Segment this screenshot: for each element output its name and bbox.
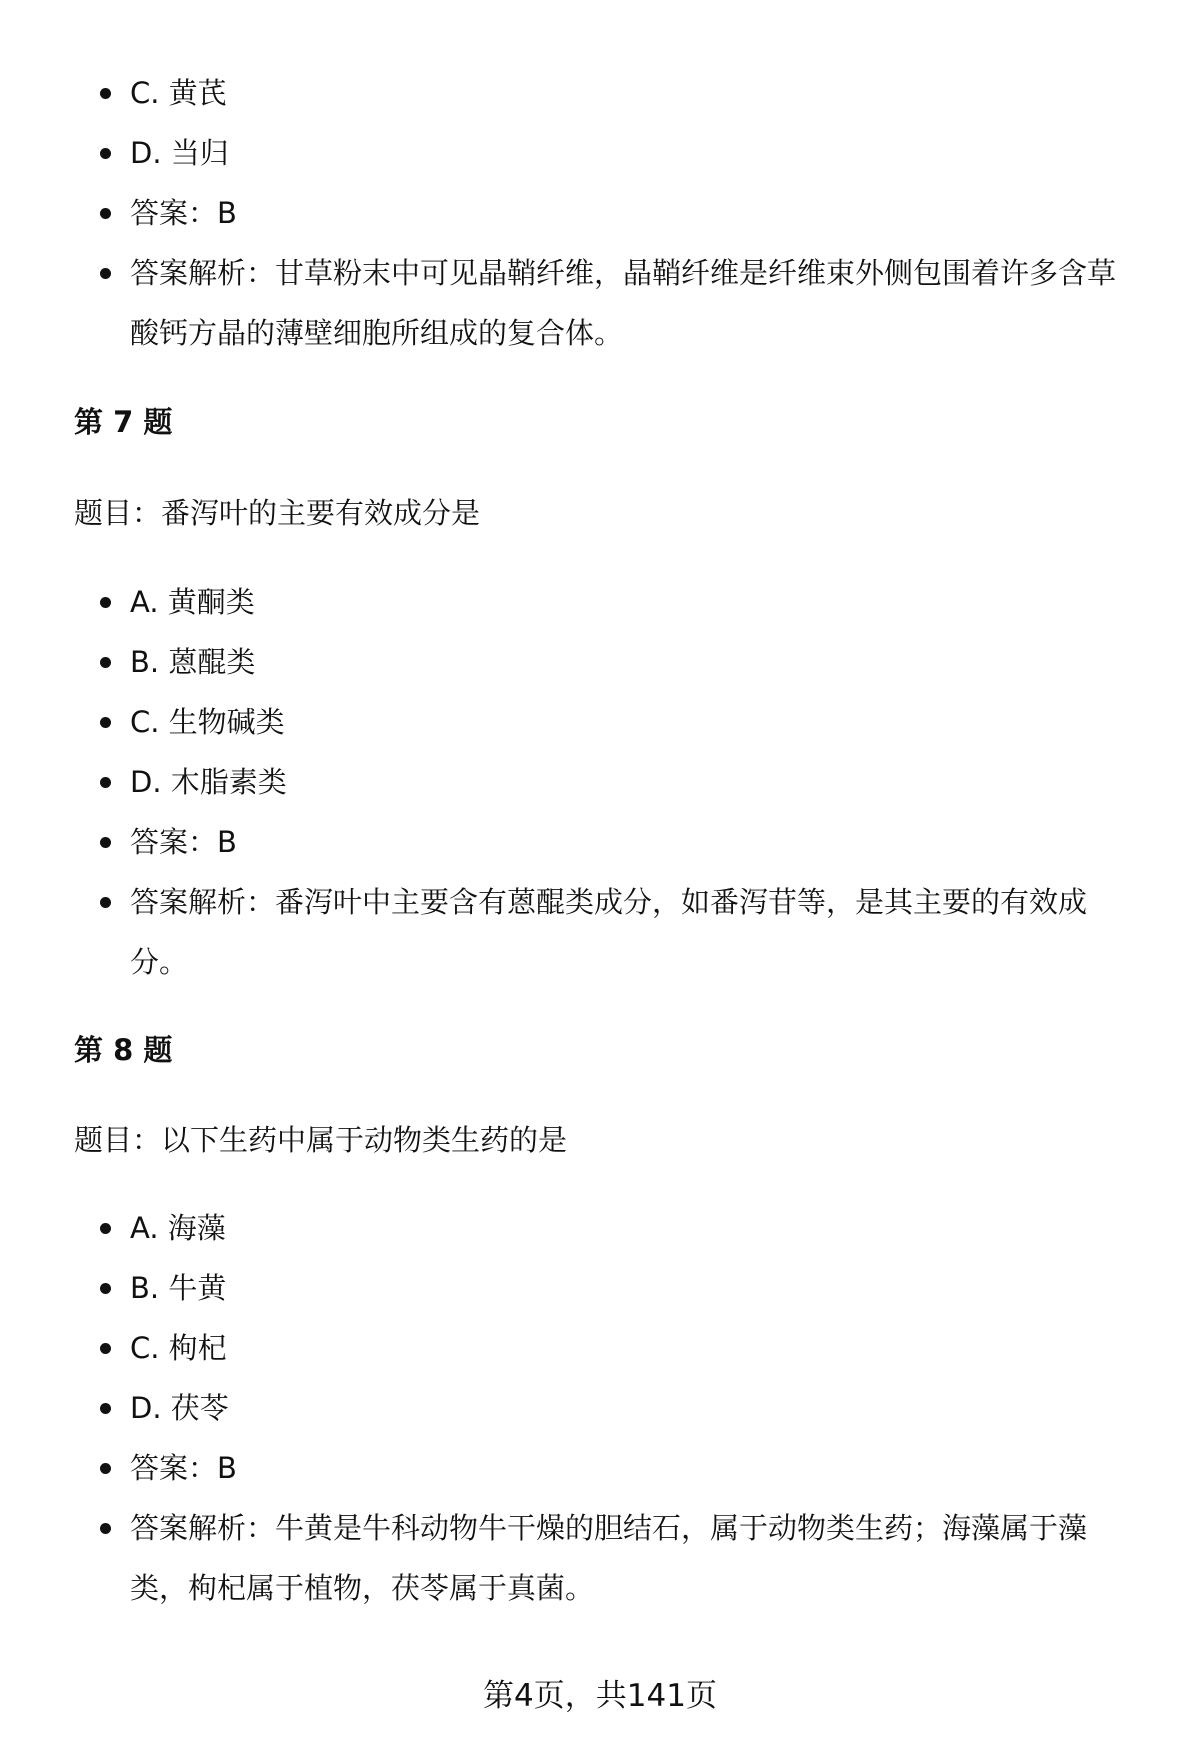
option-c: C. 黄芪 <box>74 63 1134 123</box>
option-a: A. 海藻 <box>74 1198 1134 1258</box>
options-list <box>74 63 1134 363</box>
answer: 答案：B <box>74 812 1134 872</box>
question-7-options <box>74 572 1134 992</box>
question-8-prompt-block <box>74 1120 1134 1160</box>
question-6-continuation <box>74 63 1134 363</box>
question-7-prompt-block <box>74 493 1134 533</box>
answer-explanation: 答案解析：牛黄是牛科动物牛干燥的胆结石，属于动物类生药；海藻属于藻类，枸杞属于植物，茯苓属于真菌。 <box>74 1498 1100 1618</box>
question-title: 第 7 题 <box>74 405 173 439</box>
option-c: C. 生物碱类 <box>74 692 1134 752</box>
options-list <box>74 1198 1134 1618</box>
option-b: B. 蒽醌类 <box>74 632 1134 692</box>
option-d: D. 茯苓 <box>74 1378 1134 1438</box>
answer: 答案：B <box>74 183 1134 243</box>
option-a: A. 黄酮类 <box>74 572 1134 632</box>
answer: 答案：B <box>74 1438 1134 1498</box>
page-number: 第4页，共141页 <box>483 1678 717 1714</box>
question-7-title-block <box>74 402 1134 442</box>
option-d: D. 木脂素类 <box>74 752 1134 812</box>
option-c: C. 枸杞 <box>74 1318 1134 1378</box>
question-text: 题目：以下生药中属于动物类生药的是 <box>74 1123 568 1157</box>
option-b: B. 牛黄 <box>74 1258 1134 1318</box>
options-list <box>74 572 1134 992</box>
question-8-options <box>74 1198 1134 1618</box>
question-title: 第 8 题 <box>74 1033 173 1067</box>
question-text: 题目：番泻叶的主要有效成分是 <box>74 496 481 530</box>
answer-explanation: 答案解析：甘草粉末中可见晶鞘纤维，晶鞘纤维是纤维束外侧包围着许多含草酸钙方晶的薄壁细胞所组成的复合体。 <box>74 243 1130 363</box>
answer-explanation: 答案解析：番泻叶中主要含有蒽醌类成分，如番泻苷等，是其主要的有效成分。 <box>74 872 1100 992</box>
question-8-title-block <box>74 1030 1134 1070</box>
option-d: D. 当归 <box>74 123 1134 183</box>
